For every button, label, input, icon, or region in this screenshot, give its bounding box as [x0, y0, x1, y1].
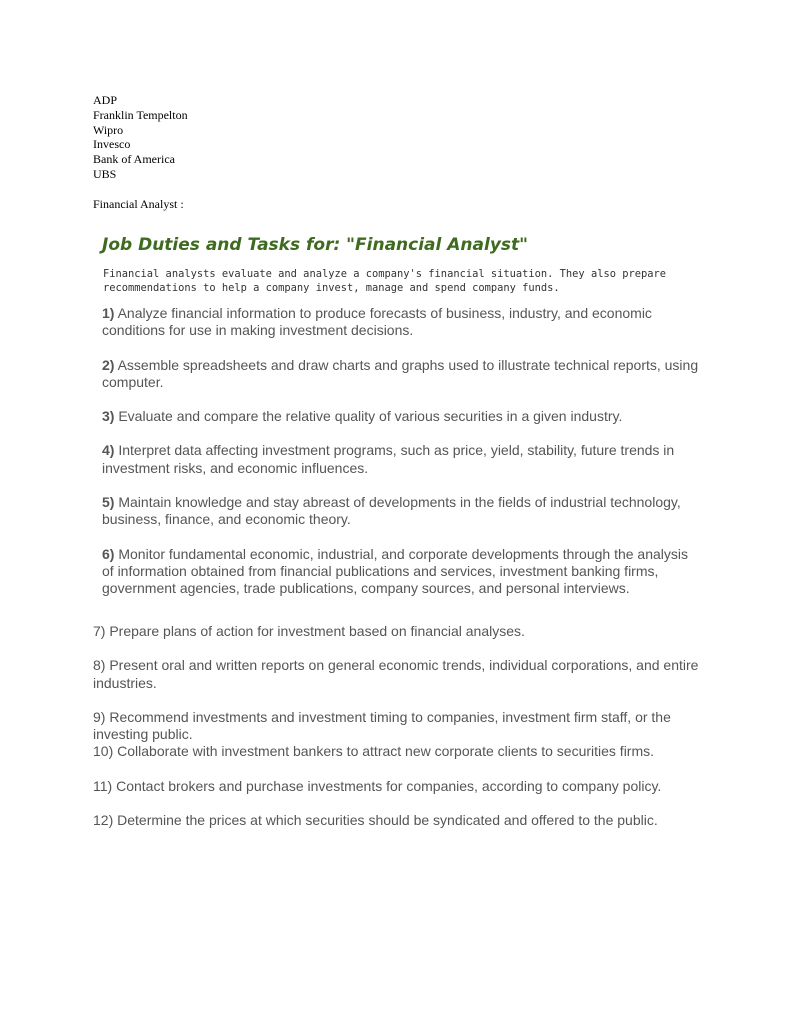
task-item: 12) Determine the prices at which securities should be syndicated and offered to the public. [93, 812, 658, 829]
intro-paragraph: Financial analysts evaluate and analyze a company's financial situation. They also prepare recommendations to help a company invest, manage and spend company funds. [103, 268, 667, 294]
tasks-list [93, 623, 703, 829]
task-item: 7) Prepare plans of action for investment based on financial analyses. [93, 623, 525, 639]
duty-number: 6) [102, 545, 115, 562]
duty-text: Monitor fundamental economic, industrial, and corporate developments through the analysis of information obtained from financial publications and services, investment banking firms, government agencies, trade publications, company sources, and personal interviews. [102, 545, 689, 597]
duty-number: 4) [102, 442, 115, 459]
company-item: Franklin Tempelton [93, 107, 188, 122]
duty-number: 5) [102, 494, 115, 511]
company-item: Wipro [93, 122, 124, 137]
duty-text: Maintain knowledge and stay abreast of developments in the fields of industrial technology, business, finance, and economic theory. [102, 494, 681, 528]
duties-list [102, 305, 702, 615]
duty-item [102, 357, 702, 392]
duty-item [102, 442, 702, 477]
company-item: ADP [93, 93, 118, 107]
company-item: UBS [93, 166, 117, 181]
duty-text: Evaluate and compare the relative quality of various securities in a given industry. [114, 408, 623, 425]
duty-text: Analyze financial information to produce forecasts of business, industry, and economic conditions for use in making investment decisions. [102, 305, 652, 339]
duty-item [102, 305, 702, 340]
task-item: 9) Recommend investments and investment timing to companies, investment firm staff, or the investing public. [93, 708, 671, 743]
duty-item [102, 546, 702, 598]
duty-text: Assemble spreadsheets and draw charts and graphs used to illustrate technical reports, using computer. [102, 356, 699, 390]
task-item: 8) Present oral and written reports on general economic trends, individual corporations, and entire industries. [93, 657, 699, 691]
duty-number: 1) [102, 305, 115, 321]
duty-item [102, 408, 702, 425]
duty-number: 2) [102, 356, 115, 373]
company-list [93, 93, 188, 182]
duty-number: 3) [102, 408, 115, 425]
duty-item [102, 494, 702, 529]
task-item: 11) Contact brokers and purchase investments for companies, according to company policy. [93, 777, 662, 794]
duty-text: Interpret data affecting investment programs, such as price, yield, stability, future trends in investment risks, and economic influences. [102, 442, 675, 476]
company-item: Bank of America [93, 152, 175, 167]
task-item: 10) Collaborate with investment bankers to attract new corporate clients to securities firms. [93, 743, 655, 760]
job-duties-heading: Job Duties and Tasks for: "Financial Analyst" [102, 235, 529, 255]
company-item: Invesco [93, 137, 131, 152]
role-label: Financial Analyst : [93, 197, 184, 211]
